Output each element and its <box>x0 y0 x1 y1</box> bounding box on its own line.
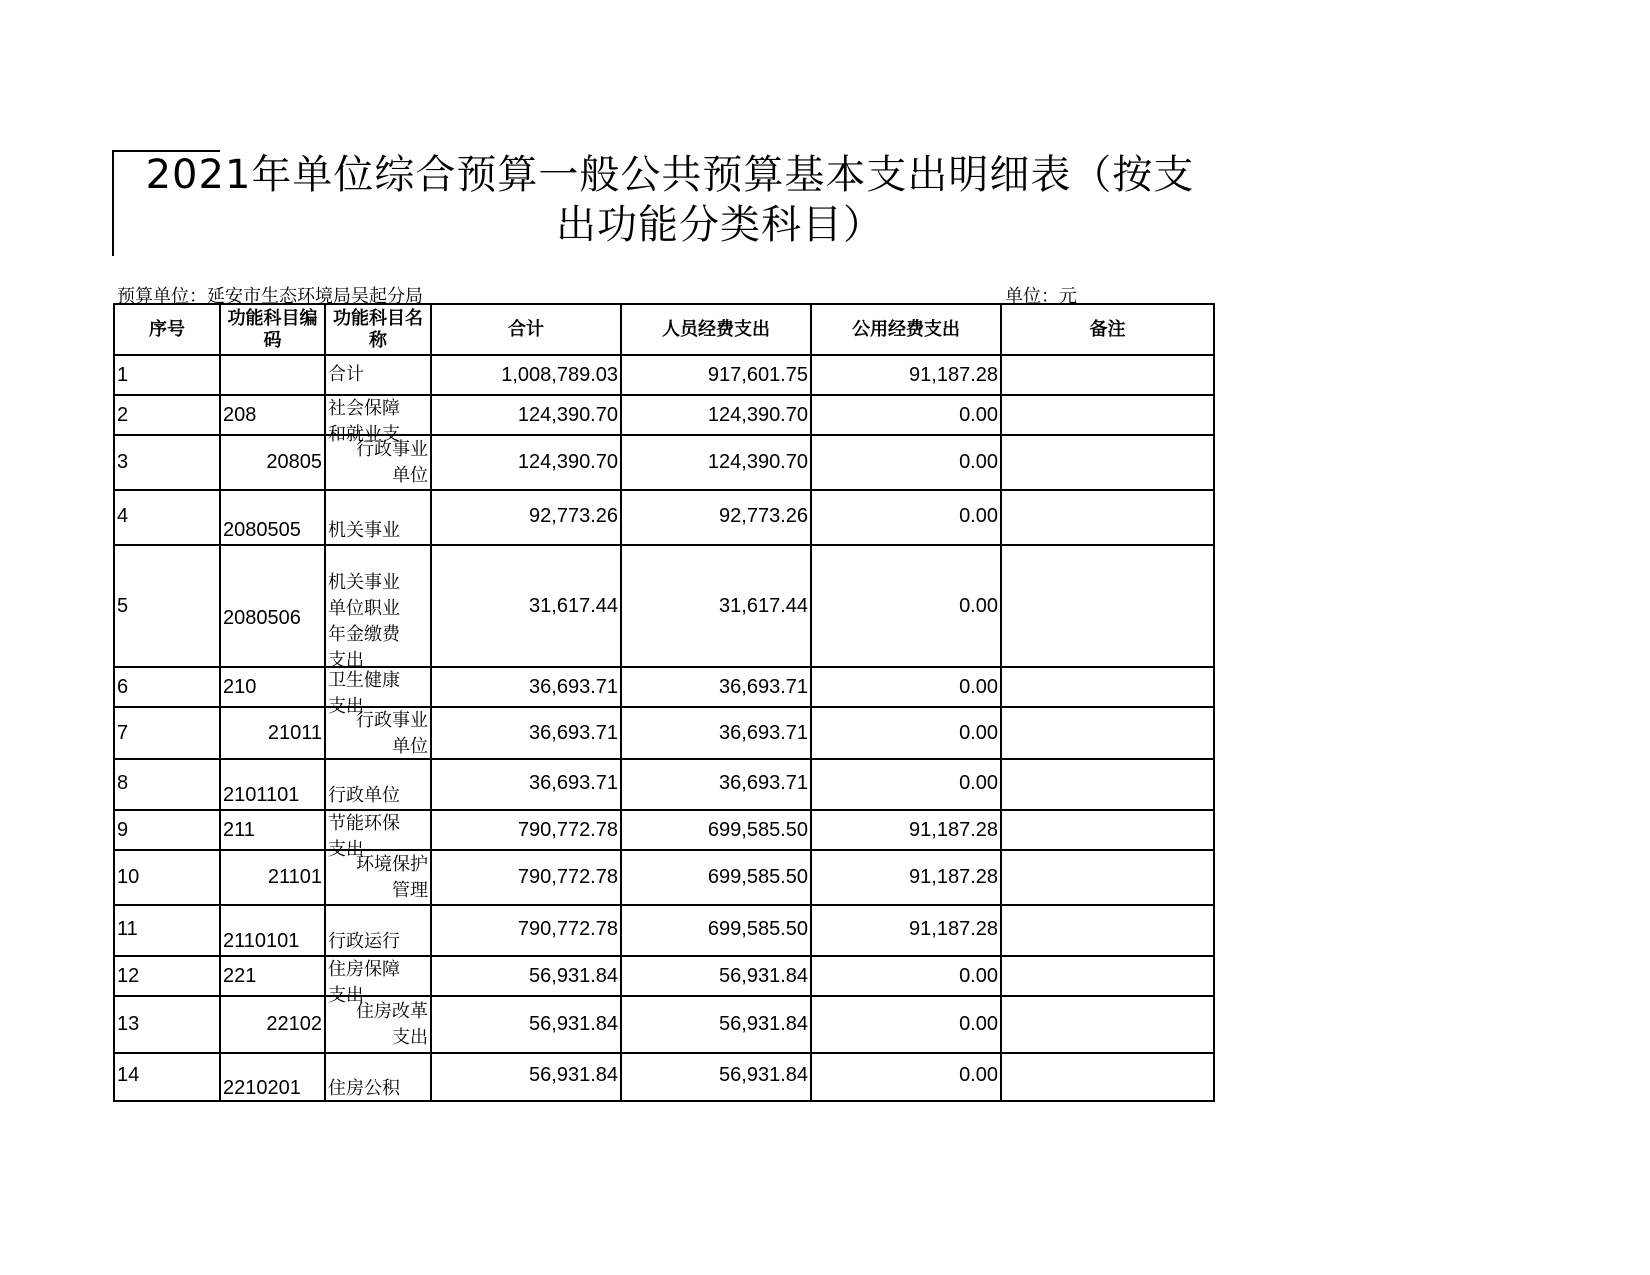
row-personnel: 36,693.71 <box>621 759 811 810</box>
row-remark <box>1001 759 1214 810</box>
row-seq: 14 <box>114 1053 220 1101</box>
row-public: 0.00 <box>811 490 1001 545</box>
table-row <box>114 545 1214 667</box>
row-total: 124,390.70 <box>431 395 621 435</box>
row-personnel: 124,390.70 <box>621 395 811 435</box>
table-row <box>114 850 1214 905</box>
row-code: 21011 <box>220 707 325 759</box>
row-seq: 7 <box>114 707 220 759</box>
row-personnel: 917,601.75 <box>621 355 811 395</box>
row-remark <box>1001 810 1214 850</box>
row-public: 91,187.28 <box>811 905 1001 956</box>
row-remark <box>1001 395 1214 435</box>
table-row <box>114 905 1214 956</box>
row-name <box>325 395 431 445</box>
row-seq: 6 <box>114 667 220 707</box>
row-public: 91,187.28 <box>811 850 1001 905</box>
row-public: 0.00 <box>811 667 1001 707</box>
row-name <box>325 490 431 545</box>
budget-table <box>113 303 1215 1102</box>
row-code: 20805 <box>220 435 325 490</box>
row-personnel: 31,617.44 <box>621 545 811 667</box>
header-remark: 备注 <box>1001 304 1214 355</box>
row-name-text: 环境保护管理 <box>356 853 428 901</box>
page-title <box>130 150 1210 250</box>
row-name-text: 行政单位 <box>328 785 400 806</box>
row-remark <box>1001 905 1214 956</box>
header-seq: 序号 <box>114 304 220 355</box>
row-remark <box>1001 996 1214 1053</box>
table-row <box>114 355 1214 395</box>
row-remark <box>1001 490 1214 545</box>
header-personnel: 人员经费支出 <box>621 304 811 355</box>
row-name-text: 机关事业单位职业年金缴费支出 <box>328 572 400 671</box>
row-code: 208 <box>220 395 325 435</box>
row-seq: 11 <box>114 905 220 956</box>
table-row <box>114 707 1214 759</box>
row-personnel: 699,585.50 <box>621 850 811 905</box>
row-code: 210 <box>220 667 325 707</box>
row-seq: 2 <box>114 395 220 435</box>
row-total: 36,693.71 <box>431 759 621 810</box>
row-name-text: 行政运行 <box>328 931 400 952</box>
currency-unit-label: 单位：元 <box>1005 286 1077 307</box>
row-name-text: 行政事业单位 <box>356 438 428 486</box>
row-remark <box>1001 707 1214 759</box>
row-seq: 3 <box>114 435 220 490</box>
row-name <box>325 956 431 1006</box>
row-total: 124,390.70 <box>431 435 621 490</box>
row-code: 211 <box>220 810 325 850</box>
header-total: 合计 <box>431 304 621 355</box>
row-seq: 4 <box>114 490 220 545</box>
row-total: 790,772.78 <box>431 850 621 905</box>
row-public: 91,187.28 <box>811 810 1001 850</box>
row-remark <box>1001 1053 1214 1101</box>
row-name-text: 行政事业单位 <box>356 710 428 757</box>
row-seq: 8 <box>114 759 220 810</box>
row-total: 36,693.71 <box>431 707 621 759</box>
table-row <box>114 759 1214 810</box>
row-public: 0.00 <box>811 956 1001 996</box>
title-line-1: 2021年单位综合预算一般公共预算基本支出明细表（按支 <box>145 152 1195 198</box>
row-code: 2080506 <box>220 545 325 667</box>
row-remark <box>1001 355 1214 395</box>
row-public: 0.00 <box>811 707 1001 759</box>
row-personnel: 56,931.84 <box>621 996 811 1053</box>
row-name <box>325 905 431 956</box>
row-name <box>325 355 431 395</box>
row-personnel: 56,931.84 <box>621 1053 811 1101</box>
row-name-text: 卫生健康支出 <box>328 670 400 717</box>
row-public: 0.00 <box>811 1053 1001 1101</box>
row-remark <box>1001 956 1214 996</box>
row-seq: 13 <box>114 996 220 1053</box>
table-row <box>114 810 1214 850</box>
row-name <box>325 759 431 810</box>
row-seq: 1 <box>114 355 220 395</box>
row-name <box>325 667 431 717</box>
row-seq: 12 <box>114 956 220 996</box>
row-total: 36,693.71 <box>431 667 621 707</box>
row-personnel: 124,390.70 <box>621 435 811 490</box>
table-row <box>114 395 1214 435</box>
row-name-text: 节能环保支出 <box>328 813 400 860</box>
row-name <box>325 545 431 671</box>
row-personnel: 56,931.84 <box>621 956 811 996</box>
row-name-text: 住房公积 <box>328 1078 400 1099</box>
row-name-text: 住房保障支出 <box>328 959 400 1006</box>
header-public: 公用经费支出 <box>811 304 1001 355</box>
row-code: 2110101 <box>220 905 325 956</box>
row-personnel: 699,585.50 <box>621 905 811 956</box>
row-personnel: 699,585.50 <box>621 810 811 850</box>
row-name <box>325 1053 431 1101</box>
row-name-text: 社会保障和就业支 <box>328 398 400 445</box>
row-remark <box>1001 667 1214 707</box>
row-code: 221 <box>220 956 325 996</box>
row-total: 790,772.78 <box>431 810 621 850</box>
row-seq: 5 <box>114 545 220 667</box>
row-public: 0.00 <box>811 395 1001 435</box>
row-public: 91,187.28 <box>811 355 1001 395</box>
row-personnel: 36,693.71 <box>621 667 811 707</box>
header-code: 功能科目编码 <box>220 304 325 355</box>
row-remark <box>1001 850 1214 905</box>
row-total: 790,772.78 <box>431 905 621 956</box>
row-public: 0.00 <box>811 996 1001 1053</box>
row-total: 92,773.26 <box>431 490 621 545</box>
row-personnel: 92,773.26 <box>621 490 811 545</box>
row-code: 22102 <box>220 996 325 1053</box>
table-row <box>114 667 1214 707</box>
header-name: 功能科目名称 <box>325 304 431 355</box>
table-row <box>114 490 1214 545</box>
row-public: 0.00 <box>811 759 1001 810</box>
row-name <box>325 810 431 860</box>
row-remark <box>1001 545 1214 667</box>
row-seq: 10 <box>114 850 220 905</box>
row-code: 2101101 <box>220 759 325 810</box>
header-row <box>114 304 1214 355</box>
row-public: 0.00 <box>811 435 1001 490</box>
table-row <box>114 996 1214 1053</box>
row-total: 56,931.84 <box>431 1053 621 1101</box>
row-name-text: 合计 <box>328 364 364 385</box>
table-row <box>114 956 1214 996</box>
row-remark <box>1001 435 1214 490</box>
row-personnel: 36,693.71 <box>621 707 811 759</box>
row-code: 2210201 <box>220 1053 325 1101</box>
row-code: 21101 <box>220 850 325 905</box>
table-row <box>114 1053 1214 1101</box>
row-seq: 9 <box>114 810 220 850</box>
table-row <box>114 435 1214 490</box>
row-name-text: 住房改革支出 <box>356 1000 428 1048</box>
row-name-text: 机关事业 <box>328 520 400 541</box>
row-public: 0.00 <box>811 545 1001 667</box>
row-code <box>220 355 325 395</box>
budget-unit-label: 预算单位：延安市生态环境局吴起分局 <box>117 286 423 307</box>
row-total: 56,931.84 <box>431 996 621 1053</box>
title-line-2: 出功能分类科目） <box>556 202 884 248</box>
row-total: 1,008,789.03 <box>431 355 621 395</box>
row-total: 56,931.84 <box>431 956 621 996</box>
row-code: 2080505 <box>220 490 325 545</box>
row-total: 31,617.44 <box>431 545 621 667</box>
